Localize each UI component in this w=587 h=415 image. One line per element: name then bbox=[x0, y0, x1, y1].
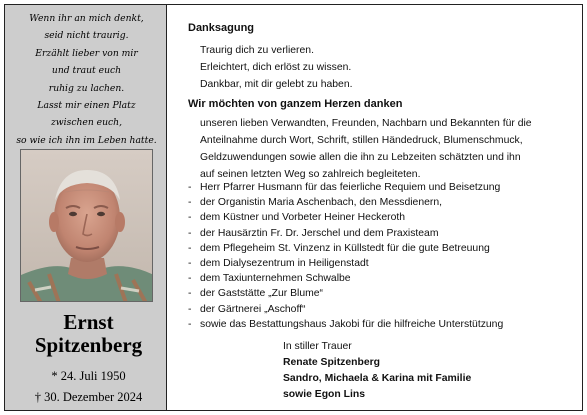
mourner-name: Renate Spitzenberg bbox=[283, 357, 380, 368]
list-item: - Herr Pfarrer Husmann für das feierliche Requiem und Beisetzung bbox=[188, 182, 501, 193]
list-item: - dem Küstner und Vorbeter Heiner Heckeroth bbox=[188, 212, 406, 224]
poem-line: ruhig zu lachen. bbox=[48, 82, 125, 94]
intro-line: Traurig dich zu verlieren. bbox=[200, 45, 314, 56]
memorial-panel bbox=[4, 4, 167, 411]
paragraph-line: Geldzuwendungen sowie allen die ihn zu Lebzeiten schätzten und ihn bbox=[200, 152, 521, 163]
list-item: - der Hausärztin Fr. Dr. Jerschel und dem Praxisteam bbox=[188, 227, 439, 239]
thanks-paragraph bbox=[200, 115, 572, 183]
list-item-text: der Gaststätte „Zur Blume“ bbox=[200, 288, 323, 300]
list-item: - dem Taxiunternehmen Schwalbe bbox=[188, 273, 351, 285]
life-dates bbox=[9, 366, 168, 408]
poem-line: Erzählt lieber von mir bbox=[35, 47, 138, 59]
intro-line: Dankbar, mit dir gelebt zu haben. bbox=[200, 79, 353, 90]
mourners-signature bbox=[283, 339, 471, 403]
gratitude-heading: Wir möchten von ganzem Herzen danken bbox=[188, 98, 403, 110]
portrait-photo bbox=[20, 149, 153, 302]
poem-line: und traut euch bbox=[51, 65, 122, 77]
intro-line: Erleichtert, dich erlöst zu wissen. bbox=[200, 62, 352, 73]
mourners-intro: In stiller Trauer bbox=[283, 341, 352, 352]
list-item: - dem Dialysezentrum in Heiligenstadt bbox=[188, 258, 369, 270]
list-item-text: der Gärtnerei „Aschoff“ bbox=[200, 303, 306, 315]
poem-line: zwischen euch, bbox=[50, 117, 123, 129]
deceased-name bbox=[9, 311, 168, 357]
list-item-text: der Hausärztin Fr. Dr. Jerschel und dem Praxisteam bbox=[200, 227, 439, 239]
list-item-text: dem Pflegeheim St. Vinzenz in Küllstedt für die gute Betreuung bbox=[200, 242, 490, 254]
list-item: - sowie das Bestattungshaus Jakobi für die hilfreiche Unterstützung bbox=[188, 318, 504, 330]
list-item-text: dem Küstner und Vorbeter Heiner Heckeroth bbox=[200, 212, 406, 224]
list-item: - dem Pflegeheim St. Vinzenz in Küllstedt für die gute Betreuung bbox=[188, 242, 490, 254]
list-item-text: Herr Pfarrer Husmann für das feierliche Requiem und Beisetzung bbox=[200, 182, 501, 193]
poem-line: Wenn ihr an mich denkt, bbox=[29, 13, 144, 24]
thanks-heading: Danksagung bbox=[188, 22, 255, 34]
poem-line: Lasst mir einen Platz bbox=[37, 100, 136, 112]
list-item-text: der Organistin Maria Aschenbach, den Messdienern, bbox=[200, 197, 443, 209]
mourner-name: sowie Egon Lins bbox=[283, 389, 365, 400]
paragraph-line: Anteilnahme durch Wort, Schrift, stillen Händedruck, Blumenschmuck, bbox=[200, 135, 523, 146]
first-name: Ernst bbox=[63, 310, 114, 334]
list-item-text: dem Dialysezentrum in Heiligenstadt bbox=[200, 258, 369, 270]
list-item: - der Gaststätte „Zur Blume“ bbox=[188, 288, 323, 300]
mourner-name: Sandro, Michaela & Karina mit Familie bbox=[283, 373, 472, 384]
list-item: - der Organistin Maria Aschenbach, den Messdienern, bbox=[188, 197, 443, 209]
paragraph-line: auf seinen letzten Weg so zahlreich begleiteten. bbox=[200, 169, 421, 180]
list-item-text: sowie das Bestattungshaus Jakobi für die hilfreiche Unterstützung bbox=[200, 318, 504, 330]
list-item: - der Gärtnerei „Aschoff“ bbox=[188, 303, 306, 315]
paragraph-line: unseren lieben Verwandten, Freunden, Nachbarn und Bekannten für die bbox=[200, 118, 532, 129]
poem-line: so wie ich ihn im Leben hatte. bbox=[16, 134, 157, 146]
list-item-text: dem Taxiunternehmen Schwalbe bbox=[200, 273, 351, 285]
last-name: Spitzenberg bbox=[34, 333, 143, 357]
thanks-section bbox=[178, 0, 583, 415]
memorial-poem bbox=[11, 10, 162, 149]
death-date: † 30. Dezember 2024 bbox=[34, 390, 143, 404]
poem-line: seid nicht traurig. bbox=[44, 30, 129, 42]
birth-date: * 24. Juli 1950 bbox=[51, 369, 126, 383]
thanks-list bbox=[188, 180, 580, 332]
